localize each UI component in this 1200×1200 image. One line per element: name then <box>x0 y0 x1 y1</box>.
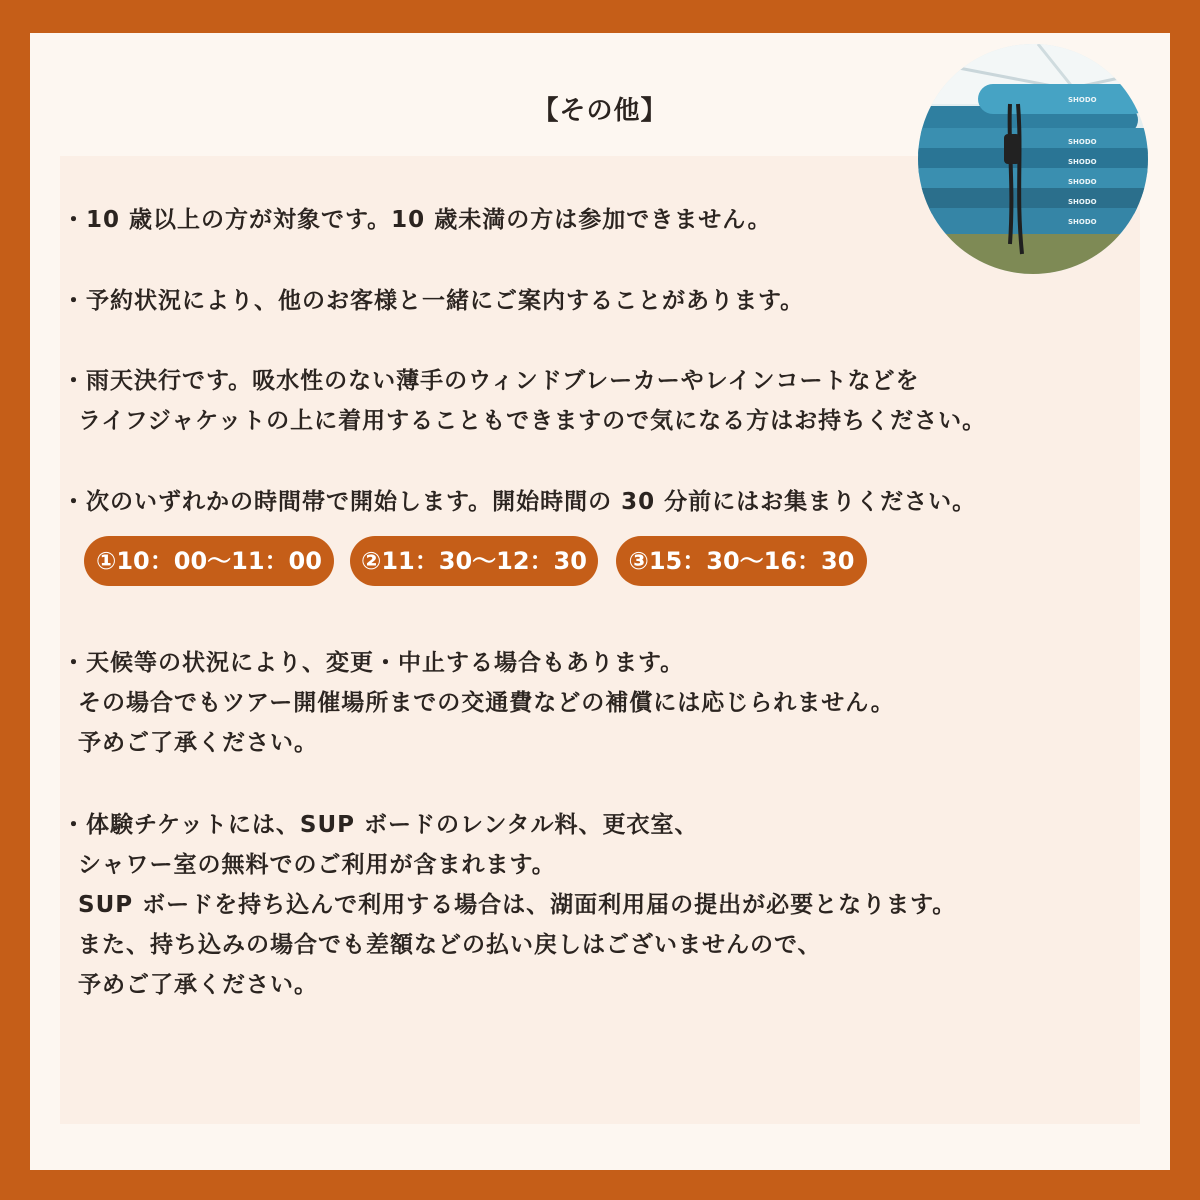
sup-boards-photo <box>918 44 1148 274</box>
note-ticket-line-4: また、持ち込みの場合でも差額などの払い戻しはございませんので、 <box>78 932 822 958</box>
note-rain-policy-line-1: ・雨天決行です。吸水性のない薄手のウィンドブレーカーやレインコートなどを <box>62 368 920 394</box>
page-title: 【その他】 <box>532 96 668 126</box>
note-age-requirement: ・10 歳以上の方が対象です。10 歳未満の方は参加できません。 <box>62 207 772 233</box>
svg-text:SHODO: SHODO <box>1068 178 1097 186</box>
svg-text:SHODO: SHODO <box>1068 198 1097 206</box>
note-ticket-line-5: 予めご了承ください。 <box>78 972 318 998</box>
note-ticket-line-3: SUP ボードを持ち込んで利用する場合は、湖面利用届の提出が必要となります。 <box>78 892 957 918</box>
time-slot-2: ②11：30〜12：30 <box>350 536 598 586</box>
time-slot-1: ①10：00〜11：00 <box>84 536 334 586</box>
svg-text:SHODO: SHODO <box>1068 218 1097 226</box>
time-slot-3: ③15：30〜16：30 <box>616 536 867 586</box>
svg-text:SHODO: SHODO <box>1068 138 1097 146</box>
note-rain-policy-line-2: ライフジャケットの上に着用することもできますので気になる方はお持ちください。 <box>78 408 987 434</box>
board-brand-label: SHODO <box>1068 96 1097 104</box>
note-start-times: ・次のいずれかの時間帯で開始します。開始時間の 30 分前にはお集まりください。 <box>62 489 977 515</box>
svg-text:SHODO: SHODO <box>1068 158 1097 166</box>
note-ticket-line-1: ・体験チケットには、SUP ボードのレンタル料、更衣室、 <box>62 812 699 838</box>
note-weather-line-3: 予めご了承ください。 <box>78 730 318 756</box>
note-ticket-line-2: シャワー室の無料でのご利用が含まれます。 <box>78 852 556 878</box>
note-weather-line-2: その場合でもツアー開催場所までの交通費などの補償には応じられません。 <box>78 690 895 716</box>
note-shared-guidance: ・予約状況により、他のお客様と一緒にご案内することがあります。 <box>62 288 805 314</box>
note-weather-line-1: ・天候等の状況により、変更・中止する場合もあります。 <box>62 650 685 676</box>
